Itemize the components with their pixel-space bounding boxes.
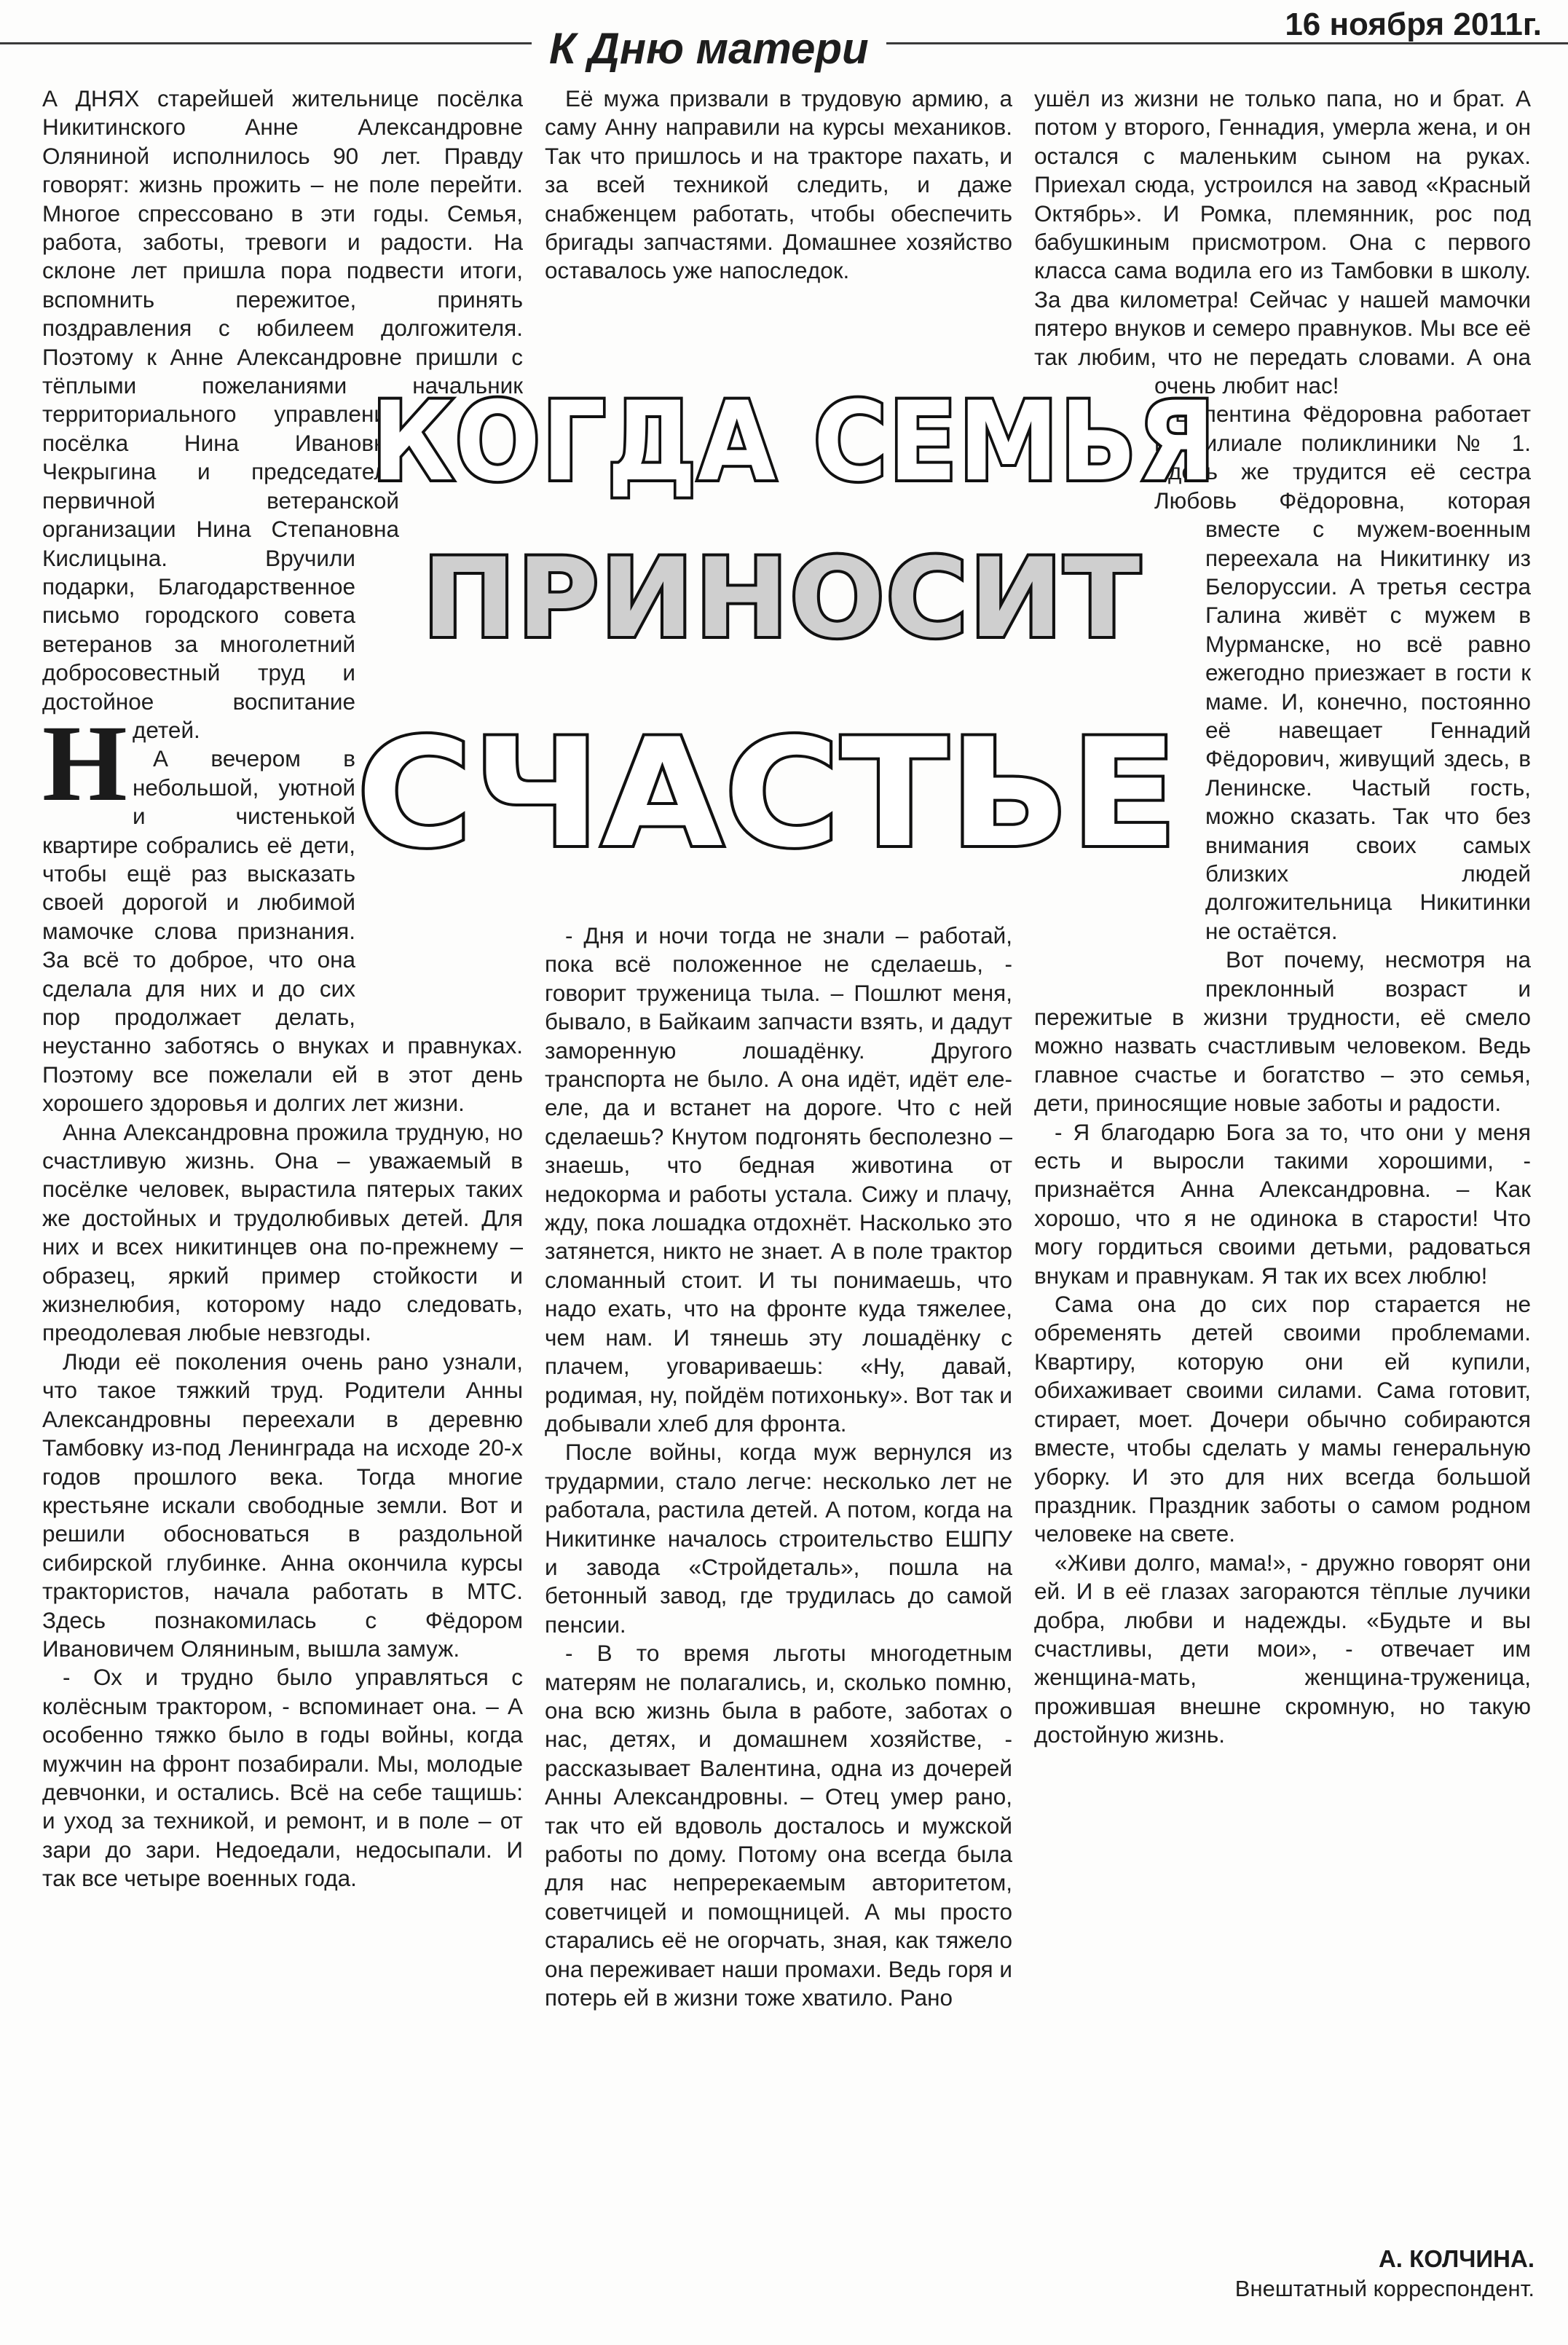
author-role: Внештатный корреспондент. xyxy=(1234,2276,1534,2301)
paragraph: ушёл из жизни не только папа, но и брат. А потом у второго, Геннадия, умерла жена, и он остался с маленьким сыном на руках. Приехал сюда, устроился на завод «Красный Октябрь». И Ромка, племянник, рос под бабушкиным присмотром. Она с первого класса сама водила его из Тамбовки в школу. За два километра! Сейчас у нашей мамочки пятеро внуков и семеро правнуков. Мы все её так любим, что не передать словами. А она очень любит нас! xyxy=(1034,85,1531,399)
rubric-title: К Дню матери xyxy=(532,23,886,74)
article-column-2-bottom xyxy=(545,922,1012,2331)
paragraph: Её мужа призвали в трудовую армию, а саму Анну направили на курсы механиков. Так что пришлось и на тракторе пахать, и за всей техникой следить, и даже снабженцем работать, чтобы обеспечить бригады запчастями. Домашнее хозяйство оставалось уже напоследок. xyxy=(545,85,1012,284)
paragraph: Сама она до сих пор старается не обременять детей своими проблемами. Квартиру, которую они ей купили, обихаживает своими силами. Сама готовит, стирает, моет. Дочери обычно собираются вместе, чтобы сделать у мамы генеральную уборку. И это для них всегда большой праздник. Праздник заботы о самом родном человеке на свете. xyxy=(1034,1291,1531,1547)
issue-date: 16 ноября 2011г. xyxy=(1285,7,1542,42)
paragraph: «Живи долго, мама!», - дружно говорят они ей. И в её глазах загораются тёплые лучики добра, любви и надежды. «Будьте и вы счастливы, дети мои», - отвечает им женщина-мать, женщина-труженица, прожившая внешне скромную, но такую достойную жизнь. xyxy=(1034,1549,1531,1748)
headline-line-3: СЧАСТЬЕ xyxy=(357,707,1180,881)
headline xyxy=(357,379,1216,918)
paragraph: А ДНЯХ старейшей жительнице посёлка Никитинского Анне Александровне Оляниной исполнилось 90 лет. Правду говорят: жизнь прожить – не поле перейти. Многое спрессовано в эти годы. Семья, работа, заботы, тревоги и радости. На склоне лет пришла пора подвести итоги, вспомнить пережитое, принять поздравления с юбилеем долгожителя. Поэтому к Анне Александровне пришли с тёплыми пожеланиями начальник территориального управления посёлка Нина Ивановна Чекрыгина и председатель первичной ветеранской организации Нина Степановна Кислицына. Вручили подарки, Благодарственное письмо городского совета ветеранов за многолетний добросовестный труд и достойное воспитание детей. xyxy=(42,85,523,743)
paragraph: Люди её поколения очень рано узнали, что такое тяжкий труд. Родители Анны Александровны переехали в деревню Тамбовку из-под Ленинграда на исходе 20-х годов прошлого века. Тогда многие крестьяне искали свободные земли. Вот и решили обосноваться в раздольной сибирской глубинке. Анна окончила курсы трактористов, начала работать в МТС. Здесь познакомилась с Фёдором Ивановичем Оляниным, вышла замуж. xyxy=(42,1348,523,1662)
article-column-2-top xyxy=(545,85,1012,376)
paragraph: - Дня и ночи тогда не знали – работай, пока всё положенное не сделаешь, - говорит труженица тыла. – Пошлют меня, бывало, в Байкаим запчасти взять, и дадут заморенную лошадёнку. Другого транспорта не было. А она идёт, идёт еле-еле, да и встанет на дороге. Что с ней сделаешь? Кнутом подгонять бесполезно – знаешь, что бедная животина от недокорма и работы устала. Сижу и плачу, жду, пока лошадка отдохнёт. Насколько это затянется, никто не знает. А в поле трактор сломанный стоит. И ты понимаешь, что надо ехать, что на фронте куда тяжелее, чем нам. И тянешь эту лошадёнку с плачем, уговариваешь: «Ну, давай, родимая, ну, пойдём потихоньку». Вот так и добывали хлеб для фронта. xyxy=(545,922,1012,1437)
paragraph: Анна Александровна прожила трудную, но счастливую жизнь. Она – уважаемый в посёлке человек, вырастила пятерых таких же достойных и трудолюбивых детей. Для них и всех никитинцев она по-прежнему – образец, яркий пример стойкости и жизнелюбия, которому надо следовать, преодолевая любые невзгоды. xyxy=(42,1118,523,1346)
paragraph: - Ох и трудно было управляться с колёсным трактором, - вспоминает она. – А особенно тяжко было в годы войны, когда мужчин на фронт позабирали. Мы, молодые девчонки, и остались. Всё на себе тащишь: и уход за техникой, и ремонт, и в поле – от зари до зари. Недоедали, недосыпали. И так все четыре военных года. xyxy=(42,1664,523,1892)
paragraph: - Я благодарю Бога за то, что они у меня есть и выросли такими хорошими, - признаётся Анна Александровна. – Как хорошо, что я не одинока в старости! Что могу гордиться своими детьми, радоваться внукам и правнукам. Я так их всех люблю! xyxy=(1034,1118,1531,1289)
byline xyxy=(1083,2244,1534,2303)
paragraph: Вот почему, несмотря на преклонный возраст и пережитые в жизни трудности, её смело можно назвать счастливым человеком. Ведь главное счастье и богатство – это семья, дети, приносящие новые заботы и радости. xyxy=(1034,946,1531,1117)
drop-cap: Н xyxy=(42,703,127,824)
paragraph: А вечером в небольшой, уютной и чистенькой квартире собрались её дети, чтобы ещё раз высказать своей дорогой и любимой мамочке слова признания. За всё то доброе, что она сделала для них и до сих пор продолжает делать, неустанно заботясь о внуках и правнуках. Поэтому все пожелали ей в этот день хорошего здоровья и долгих лет жизни. xyxy=(42,745,523,1117)
paragraph: - В то время льготы многодетным матерям не полагались, и, сколько помню, она всю жизнь была в работе, заботах о нас, детях, и домашнем хозяйстве, - рассказывает Валентина, одна из дочерей Анны Александровны. – Отец умер рано, так что ей вдоволь досталось и мужской работы по дому. Потому она всегда была для нас непререкаемым авторитетом, советчицей и помощницей. А мы просто старались её не огорчать, зная, как тяжело она переживает наши промахи. Ведь горя и потерь ей в жизни тоже хватило. Рано xyxy=(545,1640,1012,2011)
headline-line-1: КОГДА СЕМЬЯ xyxy=(371,379,1217,506)
author-name: А. КОЛЧИНА. xyxy=(1378,2245,1534,2272)
paragraph: После войны, когда муж вернулся из трудармии, стало легче: несколько лет не работала, растила детей. А потом, когда на Никитинке началось строительство ЕШПУ и завода «Стройдеталь», пошла на бетонный завод, где трудилась до самой пенсии. xyxy=(545,1439,1012,1638)
headline-line-2: ПРИНОСИТ xyxy=(422,535,1142,662)
paragraph: Валентина Фёдоровна работает в филиале поликлиники № 1. Здесь же трудится её сестра Любовь Фёдоровна, которая вместе с мужем-военным переехала на Никитинку из Белоруссии. А третья сестра Галина живёт с мужем в Мурманске, но всё равно ежегодно приезжает в гости к маме. И, конечно, постоянно её навещает Геннадий Фёдорович, живущий здесь, в Ленинске. Частый гость, можно сказать. Так что без внимания своих самых близких людей долгожительница Никитинки не остаётся. xyxy=(1154,401,1531,944)
